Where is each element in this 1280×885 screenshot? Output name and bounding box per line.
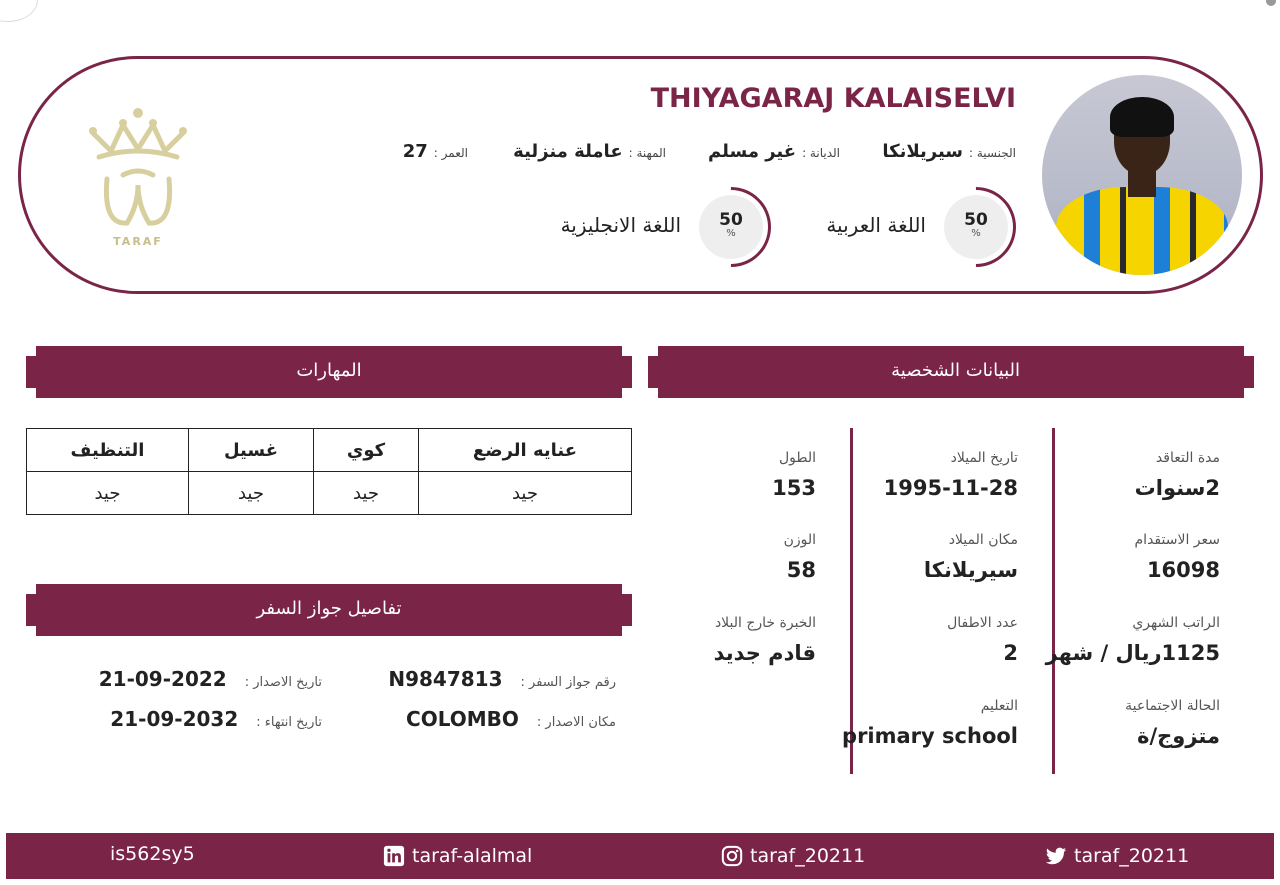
birth-date: تاريخ الميلاد 1995-11-28 — [883, 450, 1018, 500]
education: التعليم primary school — [842, 698, 1018, 748]
height: الطول 153 — [772, 450, 816, 500]
recruitment-price: سعر الاستقدام 16098 — [1134, 532, 1220, 582]
instagram-icon — [720, 845, 744, 867]
skills-table — [26, 428, 632, 515]
linkedin-icon — [382, 845, 406, 867]
religion-info: الديانة :غير مسلم — [708, 141, 840, 162]
contract-duration: مدة التعاقد 2سنوات — [1134, 450, 1220, 500]
profile-photo — [1042, 75, 1242, 275]
abroad-experience: الخبرة خارج البلاد قادم جديد — [713, 615, 816, 665]
personal-data-header: البيانات الشخصية — [648, 346, 1254, 398]
footer-twitter[interactable]: taraf_20211 — [1044, 845, 1189, 867]
monthly-salary: الراتب الشهري 1125ريال / شهر — [1045, 615, 1220, 665]
crown-logo-icon — [83, 105, 193, 235]
table-row: جيد جيد جيد جيد — [27, 472, 632, 515]
footer-linkedin[interactable]: taraf-alalmal — [382, 845, 532, 867]
corner-decoration — [0, 0, 38, 22]
age-info: العمر :27 — [402, 141, 468, 162]
twitter-icon — [1044, 845, 1068, 867]
job-info: المهنة :عاملة منزلية — [513, 141, 666, 162]
worker-name: THIYAGARAJ KALAISELVI — [650, 83, 1016, 114]
passport-issue-date: تاريخ الاصدار :2022-09-21 — [98, 667, 322, 691]
weight: الوزن 58 — [783, 532, 816, 582]
footer-instagram[interactable]: taraf_20211 — [720, 845, 865, 867]
footer-bar — [6, 833, 1274, 879]
language-arabic: 50 % اللغة العربية — [816, 187, 1016, 267]
language-english: 50 % اللغة الانجليزية — [501, 187, 771, 267]
passport-issue-place: مكان الاصدار :COLOMBO — [406, 707, 616, 731]
table-row: عنايه الرضع كوي غسيل التنظيف — [27, 429, 632, 472]
birth-place: مكان الميلاد سيريلانكا — [923, 532, 1018, 582]
passport-number: رقم جواز السفر :N9847813 — [388, 667, 616, 691]
footer-code: is562sy5 — [110, 843, 195, 865]
children-count: عدد الاطفال 2 — [947, 615, 1018, 665]
nationality-info: الجنسية :سيريلانكا — [882, 141, 1016, 162]
profile-card — [18, 56, 1263, 294]
passport-expiry-date: تاريخ انتهاء :2032-09-21 — [110, 707, 322, 731]
passport-header: تفاصيل جواز السفر — [26, 584, 632, 636]
taraf-logo: TARAF — [83, 105, 193, 255]
skills-header: المهارات — [26, 346, 632, 398]
marital-status: الحالة الاجتماعية متزوج/ة — [1125, 698, 1220, 748]
corner-dot — [1266, 0, 1276, 6]
